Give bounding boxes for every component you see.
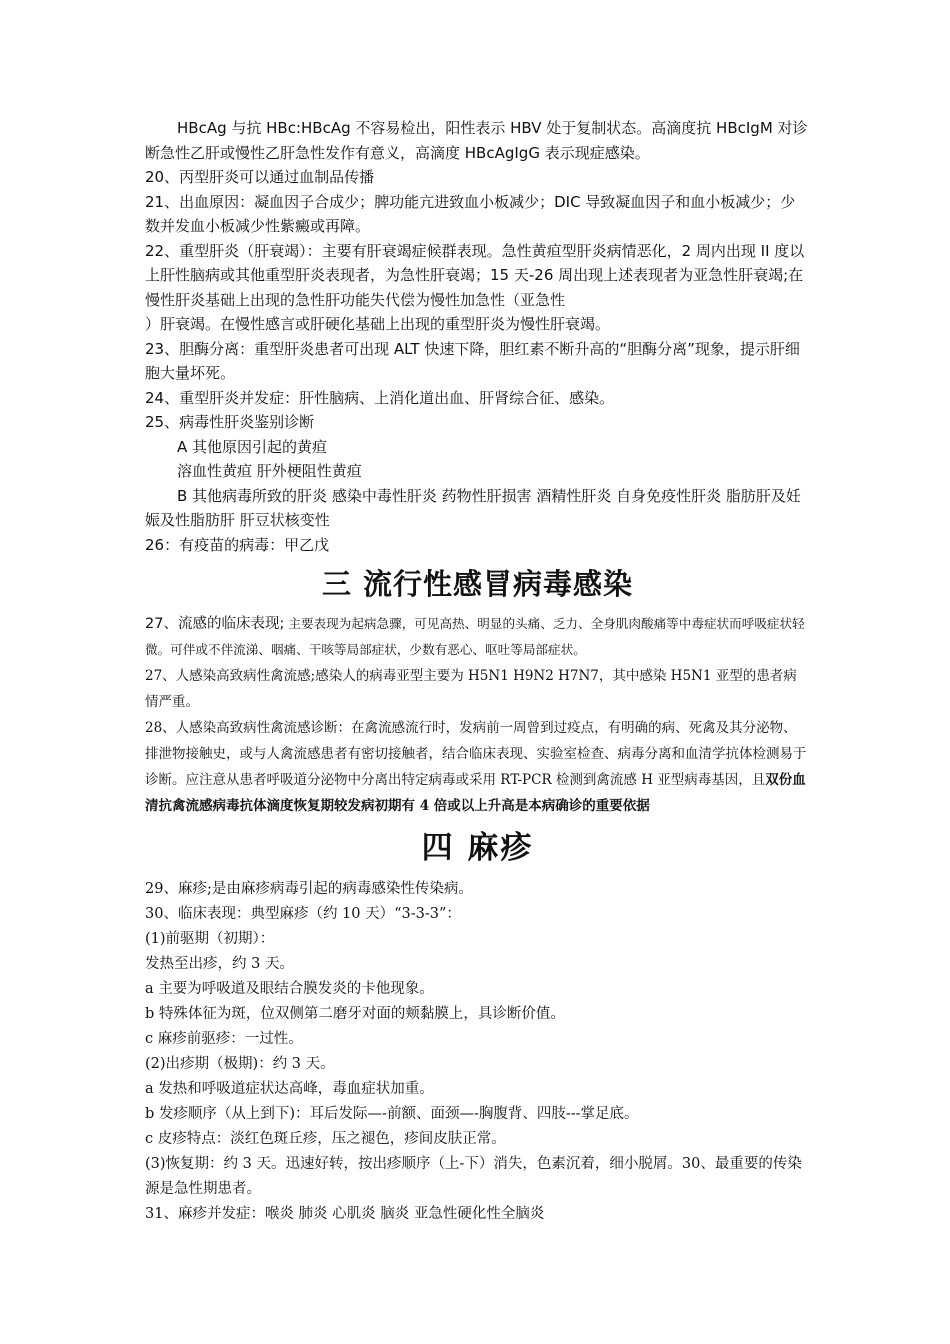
page-content (145, 116, 810, 1227)
paragraph-20: 20、丙型肝炎可以通过血制品传播 (145, 168, 375, 186)
paragraph-29: 29、麻疹;是由麻疹病毒引起的病毒感染性传染病。 (145, 881, 473, 897)
stage1-item-c: c 麻疹前驱疹：一过性。 (145, 1031, 303, 1047)
stage2-item-a: a 发热和呼吸道症状达高峰，毒血症状加重。 (145, 1081, 434, 1097)
stage1-title: (1)前驱期（初期）： (145, 931, 275, 947)
stage2-title: (2)出疹期（极期)：约 3 天。 (145, 1056, 335, 1072)
stage3-paragraph: (3)恢复期：约 3 天。迅速好转，按出疹顺序（上-下）消失，色素沉着，细小脱屑。30、最重要的传染源是急性期患者。 (145, 1156, 802, 1197)
paragraph-25a-items: 溶血性黄疸 肝外梗阻性黄疸 (177, 462, 362, 480)
section-heading-measles: 四 麻疹 (421, 830, 534, 866)
paragraph-28-bold: 双份血清抗禽流感病毒抗体滴度恢复期较发病初期有 4 倍或以上升高是本病确诊的重要依据 (145, 772, 806, 814)
paragraph-31: 31、麻疹并发症：喉炎 肺炎 心肌炎 脑炎 亚急性硬化性全脑炎 (145, 1206, 545, 1222)
paragraph-25b: B 其他病毒所致的肝炎 感染中毒性肝炎 药物性肝损害 酒精性肝炎 自身免疫性肝炎 脂肪肝及妊娠及性脂肪肝 肝豆状核变性 (145, 486, 801, 529)
paragraph-27a (145, 611, 810, 663)
paragraph-30: 30、临床表现：典型麻疹（约 10 天）“3-3-3”： (145, 906, 461, 922)
paragraph-25a: A 其他原因引起的黄疸 (177, 437, 328, 456)
paragraph-28 (145, 715, 810, 819)
paragraph-25: 25、病毒性肝炎鉴别诊断 (145, 413, 315, 431)
paragraph-27a-lead: 27、流感的临床表现; (145, 616, 285, 632)
paragraph-21: 21、出血原因：凝血因子合成少；脾功能亢进致血小板减少；DIC 导致凝血因子和血小板减少；少数并发血小板减少性紫癜或再障。 (145, 192, 796, 235)
paragraph-hbcag: HBcAg 与抗 HBc:HBcAg 不容易检出，阳性表示 HBV 处于复制状态。高滴度抗 HBcIgM 对诊断急性乙肝或慢性乙肝急性发作有意义，高滴度 HBcAgIgG 表示现症感染。 (145, 119, 808, 162)
stage1-item-a: a 主要为呼吸道及眼结合膜发炎的卡他现象。 (145, 981, 434, 997)
paragraph-27a-body: 主要表现为起病急骤，可见高热、明显的头痛、乏力、全身肌肉酸痛等中毒症状而呼吸症状轻微。可伴或不伴流涕、咽痛、干咳等局部症状，少数有恶心、呕吐等局部症状。 (145, 616, 805, 657)
paragraph-23: 23、胆酶分离：重型肝炎患者可出现 ALT 快速下降，胆红素不断升高的“胆酶分离”现象，提示肝细胞大量坏死。 (145, 339, 800, 382)
stage1-description: 发热至出疹，约 3 天。 (145, 956, 294, 972)
paragraph-24: 24、重型肝炎并发症：肝性脑病、上消化道出血、肝肾综合征、感染。 (145, 388, 615, 407)
paragraph-22-continued: ）肝衰竭。在慢性感言或肝硬化基础上出现的重型肝炎为慢性肝衰竭。 (145, 315, 611, 333)
paragraph-27b: 27、人感染高致病性禽流感;感染人的病毒亚型主要为 H5N1 H9N2 H7N7，其中感染 H5N1 亚型的患者病情严重。 (145, 668, 797, 710)
paragraph-22: 22、重型肝炎（肝衰竭）：主要有肝衰竭症候群表现。急性黄疸型肝炎病情恶化，2 周内出现 II 度以上肝性脑病或其他重型肝炎表现者，为急性肝衰竭；15 天-26 周出现上述表现者为亚急性肝衰竭;在慢性肝炎基础上出现的急性肝功能失代偿为慢性加急性（亚急性 (145, 241, 805, 309)
stage2-item-c: c 皮疹特点：淡红色斑丘疹，压之褪色，疹间皮肤正常。 (145, 1131, 506, 1147)
stage2-item-b: b 发疹顺序（从上到下)：耳后发际—-前额、面颈—-胸腹背、四肢---掌足底。 (145, 1106, 639, 1122)
paragraph-28-body: 28、人感染高致病性禽流感诊断：在禽流感流行时，发病前一周曾到过疫点，有明确的病、死禽及其分泌物、排泄物接触史，或与人禽流感患者有密切接触者，结合临床表现、实验室检查、病毒分离和血清学抗体检测易于诊断。应注意从患者呼吸道分泌物中分离出特定病毒或采用 RT-PCR 检测到禽流感 H 亚型病毒基因，且 (145, 720, 807, 788)
stage1-item-b: b 特殊体征为斑，位双侧第二磨牙对面的颊黏膜上，具诊断价值。 (145, 1006, 565, 1022)
paragraph-26: 26：有疫苗的病毒：甲乙戊 (145, 535, 330, 554)
section-heading-influenza: 三 流行性感冒病毒感染 (321, 567, 634, 601)
